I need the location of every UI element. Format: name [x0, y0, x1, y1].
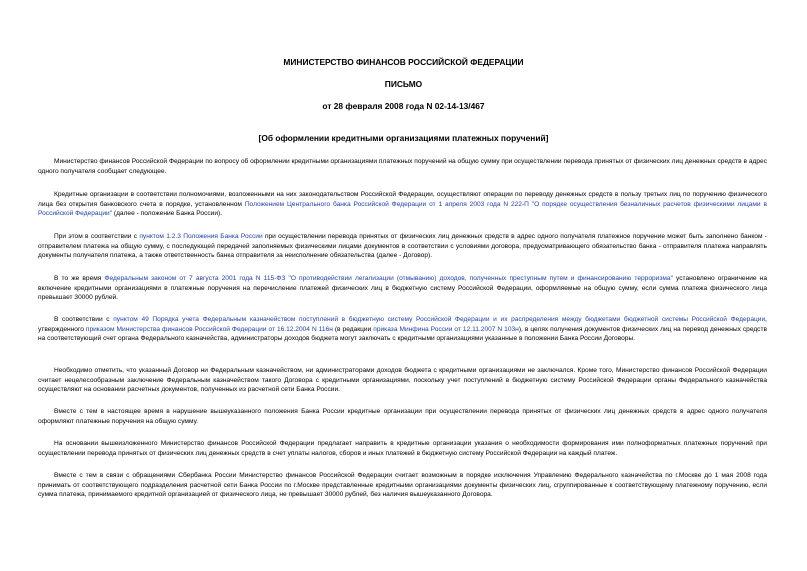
paragraph-4: [38, 274, 767, 303]
paragraph-5: [38, 315, 767, 344]
paragraph-6: [38, 366, 767, 395]
document-date-number: от 28 февраля 2008 года N 02-14-13/467: [322, 101, 485, 111]
paragraph-3: [38, 232, 767, 261]
paragraph-text: Вместе с тем в настоящее время в нарушение вышеуказанного положения Банка России кредитные организации при осуществлении перевода принятых от физических лиц денежных средств в адрес одного получателя оформляют платежные поручения на общую сумму.: [38, 408, 767, 425]
paragraph-text: Кредитные организации в соответствии полномочиями, возложенными на них законодательством Российской Федерации, осуществляют операции по переводу денежных средств в пользу третьих лиц по поручению физического лица без открытия банковского счета в порядке, установленном: [38, 191, 767, 208]
paragraph-text: Министерство финансов Российской Федерации по вопросу об оформлении кредитными организациями платежных поручений на общую сумму при осуществлении перевода принятых от физических лиц денежных средств в адрес одного получателя сообщает следующее.: [38, 158, 767, 175]
paragraph-2: [38, 190, 767, 219]
paragraph-7: [38, 407, 767, 426]
paragraph-text: В то же время: [54, 275, 105, 282]
link-order-116n[interactable]: приказом Министерства финансов Российской Федерации от 16.12.2004 N 116н: [85, 325, 333, 333]
link-clause-49-procedure[interactable]: пунктом 49 Порядка учета Федеральным казначейством поступлений в бюджетную систему Российской Федерации и их распределения между бюджетами бюджетной системы Российской Федерации: [113, 316, 766, 323]
paragraph-text: Вместе с тем в связи с обращениями Сбербанка России Министерство финансов Российской Федерации считает возможным в порядке исключения Управлению Федерального казначейства по г.Москве до 1 мая 2008 года принимать от соответствующего подразделения расчетной сети Банка России по г.Москве представленные кредитными организациями документы физических лиц, сгруппированные к соответствующему платежному поручению, если сумма платежа, принимаемого кредитной организацией от физического лица, не превышает 30000 рублей, без наличия вышеуказанного Договора.: [38, 472, 767, 499]
link-order-103n[interactable]: приказа Минфина России от 12.11.2007 N 103н: [373, 325, 519, 333]
paragraph-text: При этом в соответствии с: [54, 233, 140, 240]
link-clause-1-2-3[interactable]: пунктом 1.2.3 Положения Банка России: [139, 233, 263, 240]
paragraph-text: В соответствии с: [54, 316, 114, 323]
paragraph-text: установлено ограничение на включение кредитными организациями в платежные поручения на перечисление платежей физических лиц в бюджетную систему Российской Федерации, оформляемые на общую сумму, если сумма платежа физического лица превышает 30000 рублей.: [38, 275, 767, 302]
paragraph-9: [38, 471, 767, 500]
paragraph-text: при осуществлении перевода принятых от физических лиц денежных средств в адрес одного получателя платежное поручение может быть заполнено банком - отправителем платежа на общую сумму, с последующей передачей заполняемых физическими лицами документов в соответствии с условиями договора, предусматривающего обязательство банка - отправителя платежа направлять документы получателя платежа, а также ответственность банка отправителя за неисполнение обязательства (далее - Договор).: [38, 233, 767, 260]
document-subject: [Об оформлении кредитными организациями платежных поручений]: [258, 133, 549, 143]
link-federal-law-115fz[interactable]: Федеральным законом от 7 августа 2001 года N 115-ФЗ "О противодействии легализации (отмыванию) доходов, полученных преступным путем и финансированию терроризма": [104, 275, 673, 282]
paragraph-text: , утвержденного: [38, 316, 767, 333]
paragraph-text: (в редакции: [332, 325, 374, 333]
paragraph-text: Необходимо отметить, что указанный Договор ни Федеральным казначейством, ни администраторами доходов бюджета с кредитными организациями не заключался. Кроме того, Министерство финансов Российской Федерации считает нецелесообразным заключение Федеральным казначейством такого Договора с кредитными организациями, поскольку учет поступлений в бюджетную систему Российской Федерации органы Федерального казначейства осуществляют на основании расчетных документов, полученных из расчетной сети Банка России.: [38, 367, 767, 394]
paragraph-8: [38, 439, 767, 458]
link-cbr-regulation-222p[interactable]: Положением Центрального банка Российской Федерации от 1 апреля 2003 года N 222-П "О порядке осуществления безналичных расчетов физическими лицами в Российской Федерации": [38, 200, 767, 218]
paragraph-1: [38, 157, 767, 176]
ministry-heading: МИНИСТЕРСТВО ФИНАНСОВ РОССИЙСКОЙ ФЕДЕРАЦИИ: [283, 57, 524, 67]
paragraph-text: (далее - положение Банка России).: [112, 210, 223, 218]
paragraph-text: На основании вышеизложенного Министерство финансов Российской Федерации предлагает направить в кредитные организации указания о необходимости формирования ими полноформатных платежных поручений при осуществлении перевода принятых от физических лиц денежных средств в счет уплаты налогов, сборов и иных платежей в бюджетную систему Российской Федерации на каждый платеж.: [38, 440, 767, 457]
document-type: ПИСЬМО: [384, 79, 423, 89]
paragraph-text: ), в целях получения документов физических лиц на перевод денежных средств на соответствующий счет органа Федерального казначейства, администраторы доходов бюджета могут заключать с кредитными организациями указанные в положении Банка России Договоры.: [38, 325, 768, 343]
